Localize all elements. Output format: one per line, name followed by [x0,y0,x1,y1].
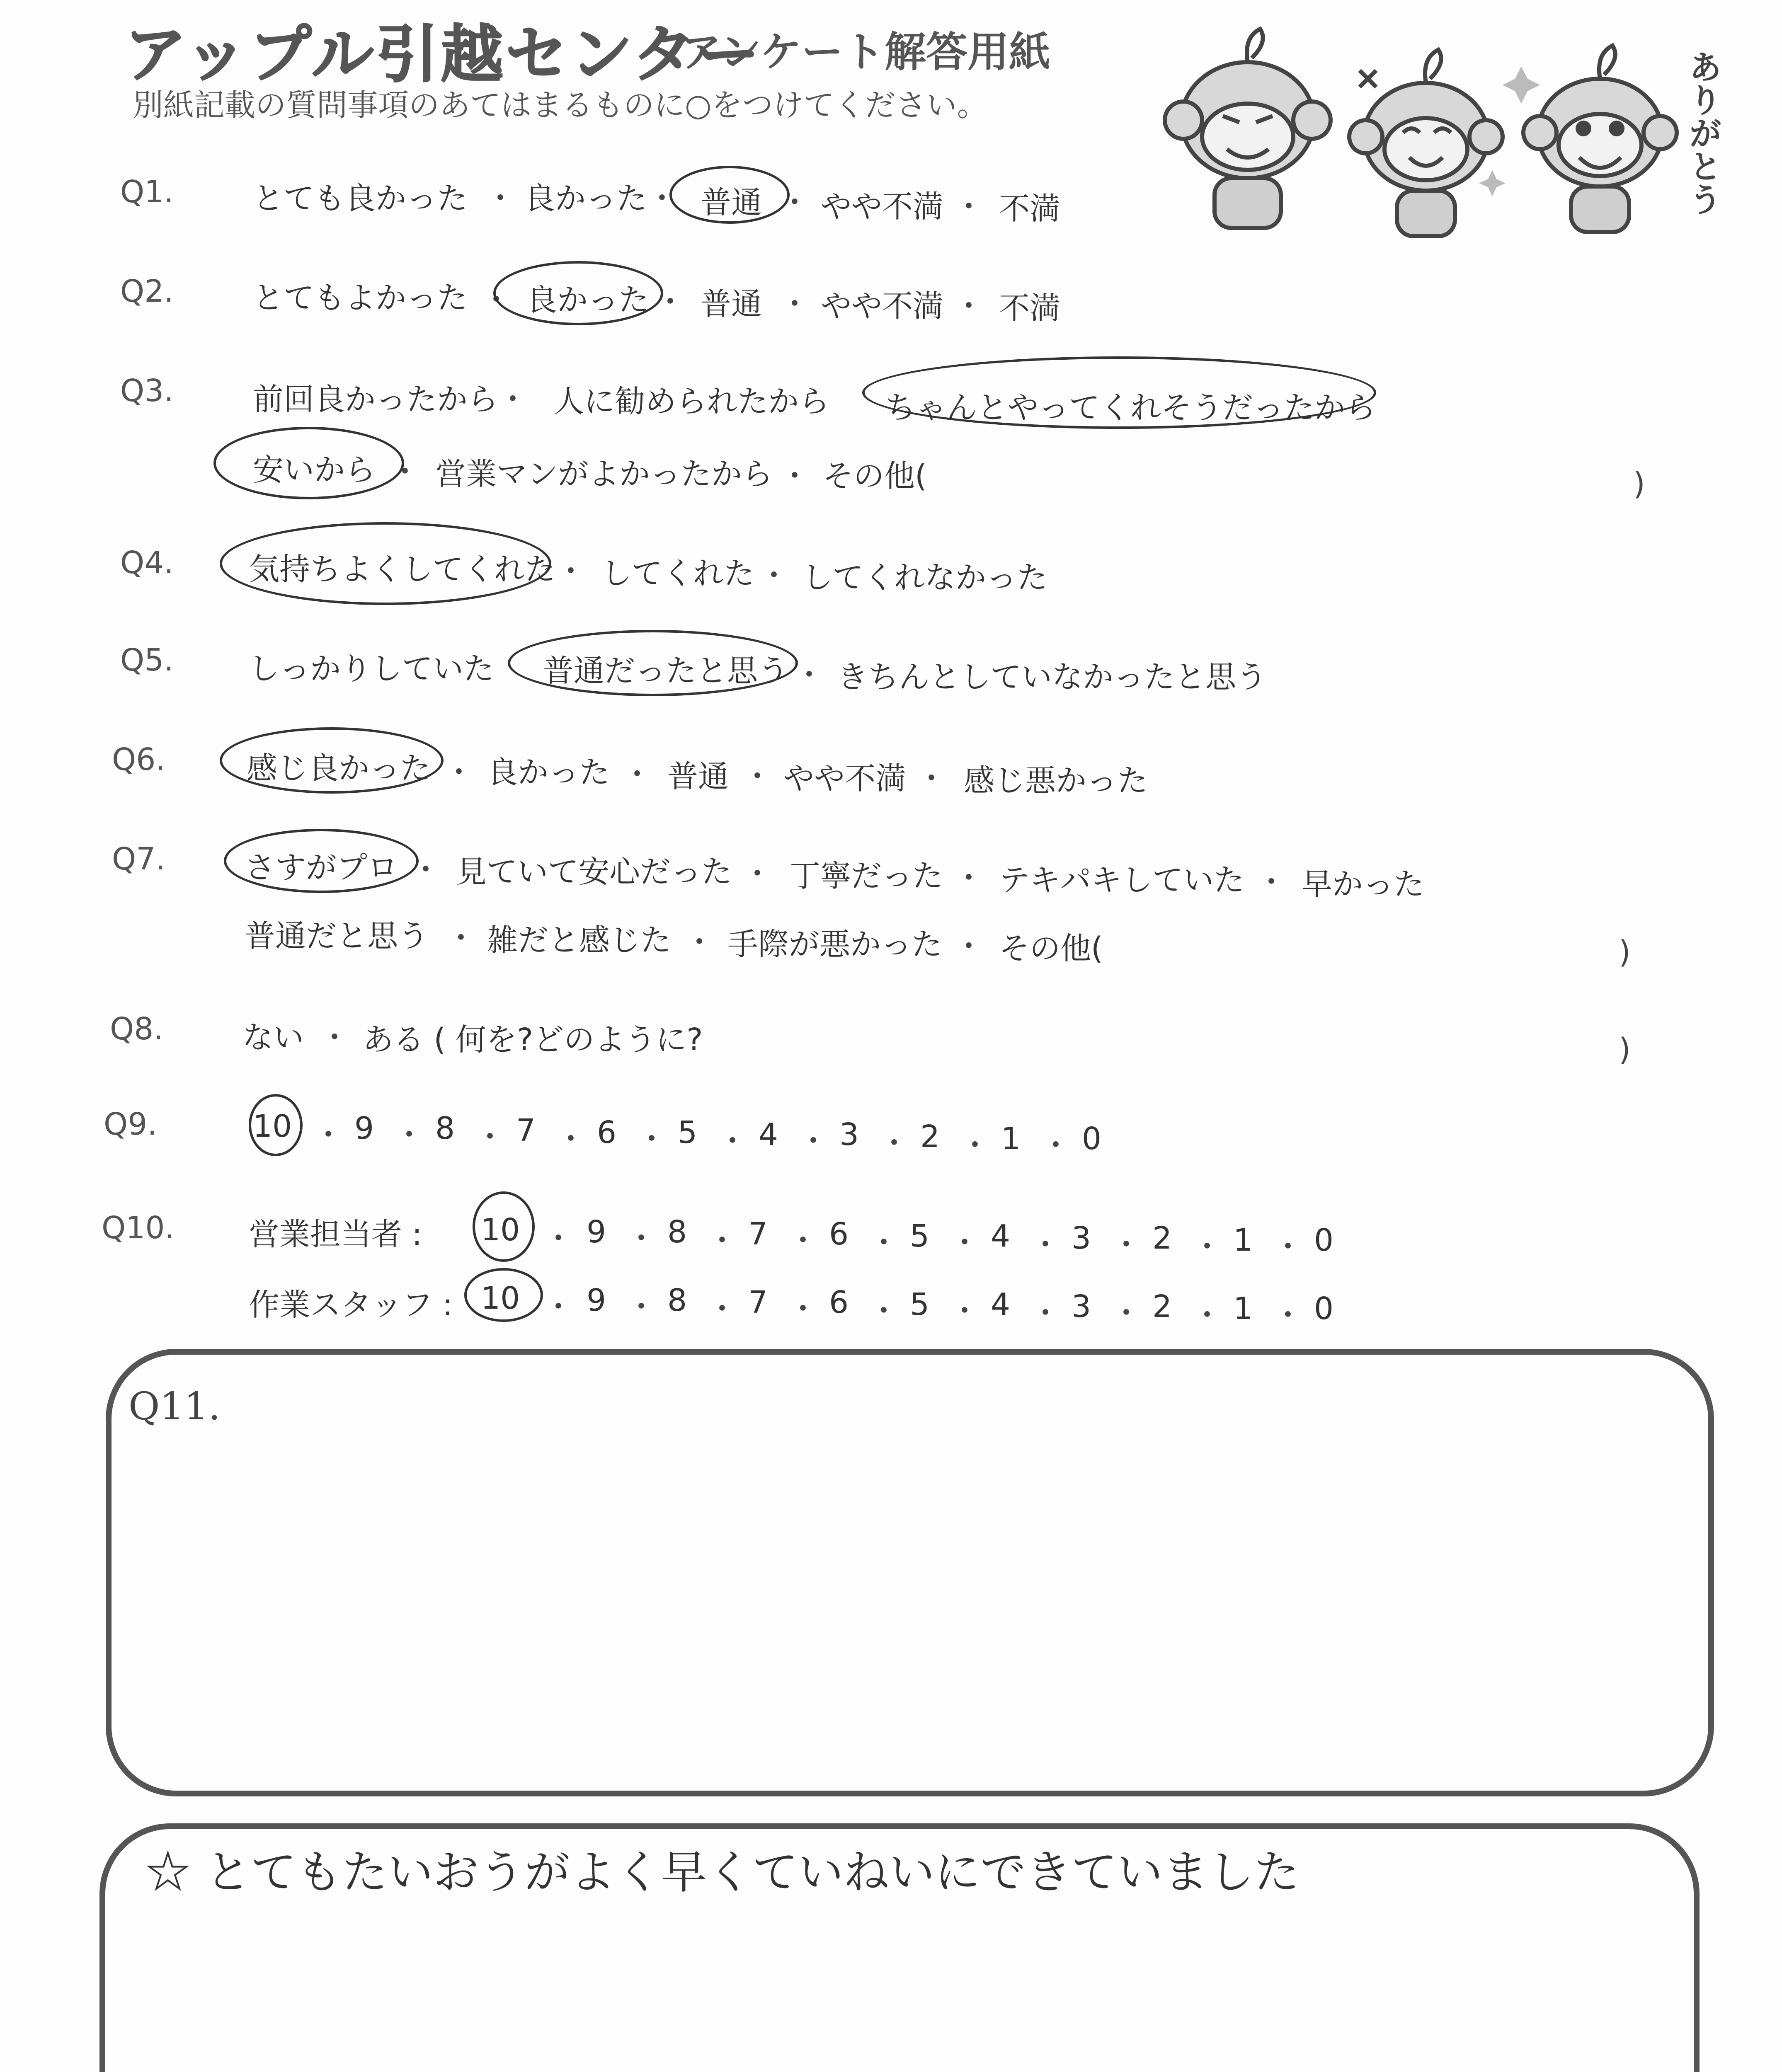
q9-score-7[interactable]: 7 [516,1113,536,1148]
q10-staff-score-4[interactable]: 4 [991,1287,1011,1322]
q10-sales-score-6[interactable]: 6 [829,1216,849,1252]
q6-option-1[interactable]: 感じ良かった [247,750,431,786]
q10-staff-score-1[interactable]: 1 [1233,1291,1253,1326]
separator-dot: ・ [779,458,810,494]
q9-score-5[interactable]: 5 [678,1115,698,1150]
q10-staff-score-0[interactable]: 0 [1314,1291,1334,1326]
q9-label: Q9. [104,1106,157,1142]
q3-option-5[interactable]: 営業マンがよかったから [435,456,773,492]
separator-dot: ・ [717,1123,748,1159]
selection-circle [224,829,419,893]
separator-dot: ・ [444,755,474,790]
thanks-text: ありがとう [1683,50,1722,215]
q10-sales-score-0[interactable]: 0 [1314,1222,1334,1258]
separator-dot: ・ [543,1221,574,1256]
q6-label: Q6. [112,742,165,777]
selection-circle [669,166,790,224]
separator-dot: ・ [555,554,586,589]
separator-dot: ・ [626,1289,657,1325]
q10-staff-score-10[interactable]: 10 [481,1280,520,1316]
separator-dot: ・ [481,282,512,318]
separator-dot: ・ [394,1117,424,1153]
separator-dot: ・ [794,657,824,693]
q4-option-3[interactable]: してくれなかった [802,560,1047,595]
q10-sales-score-2[interactable]: 2 [1152,1220,1172,1256]
q7-label: Q7. [112,841,165,877]
q9-score-9[interactable]: 9 [354,1111,374,1146]
separator-dot: ・ [868,1225,899,1261]
q8-label: Q8. [110,1011,163,1047]
q10-staff-score-6[interactable]: 6 [829,1285,849,1320]
q10-label: Q10. [102,1210,175,1246]
selection-circle [493,261,663,325]
q2-option-1[interactable]: とてもよかった [253,280,468,316]
q10-sales-score-3[interactable]: 3 [1072,1220,1091,1256]
q10-staff-score-7[interactable]: 7 [748,1285,768,1320]
form-subtitle: アンケート解答用紙 [680,28,1050,76]
separator-dot: ・ [647,181,677,216]
q5-label: Q5. [120,642,174,678]
q2-option-3[interactable]: 普通 [701,286,762,322]
q7-option-6[interactable]: 普通だと思う [245,918,429,954]
separator-dot: ・ [788,1291,818,1327]
separator-dot: ・ [475,1119,505,1155]
separator-dot: ・ [742,856,773,892]
q7-option-2[interactable]: 見ていて安心だった [456,854,732,890]
q4-label: Q4. [120,545,174,581]
q1-label: Q1. [120,174,174,210]
separator-dot: ・ [1040,1128,1071,1163]
q7-option-3[interactable]: 丁寧だった [790,858,943,894]
separator-dot: ・ [1256,864,1287,900]
separator-dot: ・ [788,1223,818,1259]
q3-option-3[interactable]: ちゃんとやってくれそうだったから [885,390,1376,426]
q8-option-2[interactable]: ある ( 何を?どのように? [363,1022,703,1058]
q4-option-1[interactable]: 気持ちよくしてくれた [249,552,555,587]
q5-option-3[interactable]: きちんとしていなかったと思う [837,659,1267,695]
sparkle-icon [1479,170,1506,196]
q7-option-9[interactable]: その他( [999,931,1103,966]
q3-option-4[interactable]: 安いから [253,452,376,488]
instruction-text: 別紙記載の質問事項のあてはまるものに○をつけてください。 [133,87,988,123]
q7-option-4[interactable]: テキパキしていた [999,862,1244,898]
q6-option-2[interactable]: 良かった [487,755,610,790]
separator-dot: ・ [707,1291,737,1327]
q3-close-paren: ) [1633,466,1645,502]
q10-sales-score-9[interactable]: 9 [587,1214,606,1250]
separator-dot: ・ [1111,1227,1142,1263]
separator-dot: ・ [916,761,947,796]
separator-dot: ・ [655,284,686,320]
separator-dot: ・ [779,185,810,220]
q3-option-1[interactable]: 前回良かったから [253,382,498,417]
separator-dot: ・ [779,286,810,322]
separator-dot: ・ [543,1289,574,1325]
selection-circle [508,630,798,696]
q10-staff-score-8[interactable]: 8 [667,1283,687,1318]
separator-dot: ・ [555,1121,586,1157]
separator-dot: ・ [1111,1295,1142,1331]
q1-option-4[interactable]: やや不満 [821,189,943,225]
mascot-illustration [1144,25,1724,240]
separator-dot: ・ [497,382,528,417]
separator-dot: ・ [485,181,516,216]
q9-score-3[interactable]: 3 [839,1117,859,1152]
q2-option-5[interactable]: 不満 [999,290,1060,326]
q6-option-4[interactable]: やや不満 [783,761,906,796]
separator-dot: ・ [949,1293,980,1329]
q11-answer-box[interactable] [106,1349,1714,1796]
q7-option-1[interactable]: さすがプロ [245,850,398,886]
q3-option-2[interactable]: 人に勧められたから [553,384,829,419]
q5-option-1[interactable]: しっかりしていた [249,651,494,687]
q10-sales-score-4[interactable]: 4 [991,1218,1011,1254]
separator-dot: ・ [313,1117,344,1153]
separator-dot: ・ [1030,1227,1061,1263]
q2-label: Q2. [120,274,174,309]
selection-circle [862,356,1376,429]
separator-dot: ・ [949,1225,980,1261]
separator-dot: ・ [1192,1297,1222,1333]
q9-score-8[interactable]: 8 [435,1111,455,1146]
selection-circle [213,427,404,499]
q9-score-6[interactable]: 6 [597,1115,617,1150]
separator-dot: ・ [390,454,420,490]
separator-dot: ・ [446,920,476,956]
q10-sales-score-8[interactable]: 8 [667,1214,687,1250]
separator-dot: ・ [868,1293,899,1329]
separator-dot: ・ [1273,1229,1303,1265]
q10-sales-score-5[interactable]: 5 [910,1218,930,1254]
q11-label: Q11. [128,1384,221,1428]
separator-dot: ・ [960,1128,990,1163]
monkey-mascot-icon [1523,46,1677,232]
handwritten-comment: ☆ とてもたいおうがよく早くていねいにできていました [145,1846,1300,1899]
q10-sales-label: 営業担当者 : [249,1217,422,1252]
q1-option-5[interactable]: 不満 [999,191,1060,227]
q7-option-8[interactable]: 手際が悪かった [727,927,942,962]
monkey-mascot-icon [1349,50,1503,236]
q10-sales-score-7[interactable]: 7 [748,1216,768,1252]
sparkle-icon [1503,66,1540,104]
separator-dot: ・ [707,1223,737,1259]
separator-dot: ・ [1273,1297,1303,1333]
company-title: アップル引越センター [124,19,762,91]
selection-circle [220,727,444,794]
separator-dot: ・ [742,759,773,794]
q4-option-2[interactable]: してくれた [601,556,754,591]
separator-dot: ・ [1030,1295,1061,1331]
separator-dot: ・ [1192,1229,1222,1265]
q7-close-paren: ) [1619,934,1631,970]
separator-dot: ・ [684,925,715,960]
separator-dot: ・ [953,929,984,964]
separator-dot: ・ [879,1126,909,1161]
separator-dot: ・ [953,860,984,896]
q2-option-2[interactable]: 良かった [526,282,649,318]
q9-score-4[interactable]: 4 [759,1117,778,1152]
q10-staff-label: 作業スタッフ : [249,1287,453,1323]
q3-label: Q3. [120,373,174,409]
separator-dot: ・ [798,1123,829,1159]
separator-dot: ・ [953,189,984,225]
separator-dot: ・ [622,757,652,792]
separator-dot: ・ [759,558,789,593]
q1-option-3[interactable]: 普通 [701,185,762,220]
q10-staff-score-5[interactable]: 5 [910,1287,930,1322]
separator-dot: ・ [636,1121,667,1157]
q9-score-2[interactable]: 2 [920,1119,940,1155]
q9-score-0[interactable]: 0 [1082,1121,1102,1157]
q9-score-1[interactable]: 1 [1001,1121,1021,1157]
separator-dot: ・ [410,852,441,888]
separator-dot: ・ [319,1020,350,1055]
q7-option-7[interactable]: 雑だと感じた [487,922,671,958]
selection-circle [220,522,551,605]
q6-option-5[interactable]: 感じ悪かった [964,763,1148,799]
separator-dot: ・ [953,288,984,324]
q8-option-1[interactable]: ない [242,1020,304,1055]
q10-sales-score-1[interactable]: 1 [1233,1222,1253,1258]
q7-option-5[interactable]: 早かった [1302,867,1424,902]
q10-staff-score-2[interactable]: 2 [1152,1289,1172,1324]
q8-close-paren: ) [1619,1032,1631,1067]
q5-option-2[interactable]: 普通だったと思う [543,653,788,689]
q2-option-4[interactable]: やや不満 [821,288,943,324]
q1-option-2[interactable]: 良かった [524,181,647,216]
q1-option-1[interactable]: とても良かった [253,181,468,216]
q10-sales-score-10[interactable]: 10 [481,1212,520,1248]
q10-staff-score-3[interactable]: 3 [1072,1289,1091,1324]
q6-option-3[interactable]: 普通 [667,759,729,794]
q9-score-10[interactable]: 10 [253,1109,292,1144]
q3-option-6[interactable]: その他( [823,458,927,494]
monkey-mascot-icon [1165,29,1331,228]
separator-dot: ・ [626,1221,657,1256]
q10-staff-score-9[interactable]: 9 [587,1283,606,1318]
